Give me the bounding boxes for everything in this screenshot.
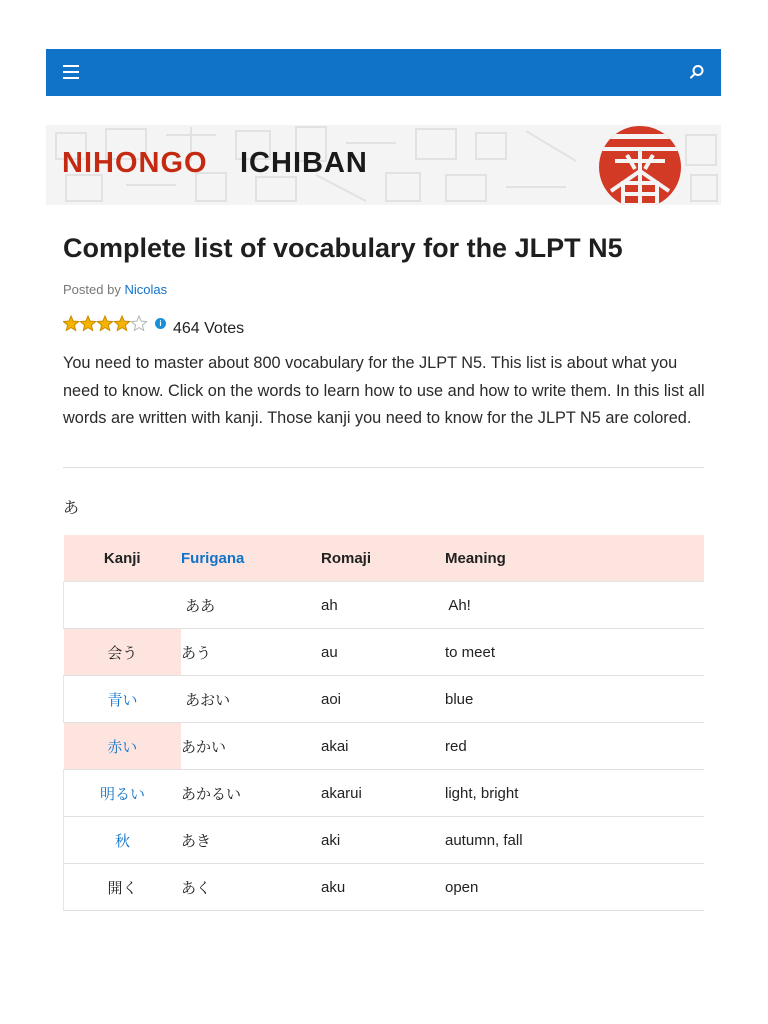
table-row[interactable]: [64, 629, 705, 676]
column-header-meaning[interactable]: Meaning: [445, 535, 704, 582]
table-row[interactable]: [64, 817, 705, 864]
author-link[interactable]: Nicolas: [124, 282, 168, 297]
section-heading: あ: [63, 500, 80, 517]
cell-kanji-link[interactable]: 秋: [64, 817, 182, 864]
column-header-kanji[interactable]: Kanji: [64, 535, 182, 582]
table-row[interactable]: [64, 770, 705, 817]
posted-by-label: Posted by: [63, 282, 121, 297]
cell-romaji: akai: [321, 723, 445, 770]
cell-kanji: 会う: [64, 629, 182, 676]
cell-furigana: あかい: [181, 723, 321, 770]
intro-paragraph: You need to master about 800 vocabulary for the JLPT N5. This list is about what you need to know. Click on the words to learn how to use and how to write them. In this list all words are written with kanji. Those kanji you need to know for the JLPT N5 are colored.: [63, 354, 705, 427]
table-row[interactable]: [64, 723, 705, 770]
cell-kanji: 開く: [64, 864, 182, 911]
table-row[interactable]: [64, 582, 705, 629]
cell-romaji: aoi: [321, 676, 445, 723]
cell-furigana: あかるい: [181, 770, 321, 817]
cell-furigana: あう: [181, 629, 321, 676]
table-header-row: [64, 535, 705, 582]
cell-meaning: blue: [445, 676, 704, 723]
cell-meaning: autumn, fall: [445, 817, 704, 864]
hamburger-menu-icon[interactable]: [63, 65, 79, 79]
byline: [63, 282, 167, 297]
cell-kanji: [64, 582, 182, 629]
cell-kanji-link[interactable]: 赤い: [64, 723, 182, 770]
info-icon[interactable]: i: [155, 318, 166, 329]
star-filled-icon[interactable]: [97, 316, 112, 330]
table-row[interactable]: [64, 864, 705, 911]
cell-kanji-link[interactable]: 明るい: [64, 770, 182, 817]
cell-meaning: Ah!: [445, 582, 704, 629]
cell-meaning: open: [445, 864, 704, 911]
cell-romaji: au: [321, 629, 445, 676]
star-filled-icon[interactable]: [114, 316, 129, 330]
top-navigation-bar: [46, 49, 721, 96]
star-filled-icon[interactable]: [63, 316, 78, 330]
column-header-romaji[interactable]: Romaji: [321, 535, 445, 582]
page-title: Complete list of vocabulary for the JLPT N5: [63, 233, 623, 263]
logo-seal-icon: [597, 125, 683, 205]
logo-text-nihongo: NIHONGO: [62, 147, 208, 179]
logo-text-ichiban: ICHIBAN: [240, 147, 368, 179]
column-header-furigana[interactable]: [181, 535, 321, 582]
column-header-furigana-label[interactable]: Furigana: [181, 549, 245, 567]
cell-romaji: akarui: [321, 770, 445, 817]
cell-romaji: aku: [321, 864, 445, 911]
star-empty-icon[interactable]: [131, 316, 146, 330]
cell-kanji-link[interactable]: 青い: [64, 676, 182, 723]
search-icon[interactable]: [689, 64, 705, 80]
star-filled-icon[interactable]: [80, 316, 95, 330]
cell-meaning: red: [445, 723, 704, 770]
site-banner[interactable]: [46, 125, 721, 205]
rating-stars[interactable]: [63, 314, 153, 334]
vote-count: 464 Votes: [173, 320, 245, 337]
cell-meaning: to meet: [445, 629, 704, 676]
cell-romaji: ah: [321, 582, 445, 629]
divider: [63, 467, 704, 468]
table-row[interactable]: [64, 676, 705, 723]
cell-furigana: あおい: [181, 676, 321, 723]
cell-furigana: あく: [181, 864, 321, 911]
cell-furigana: あき: [181, 817, 321, 864]
cell-romaji: aki: [321, 817, 445, 864]
vocabulary-table: [63, 535, 704, 911]
cell-meaning: light, bright: [445, 770, 704, 817]
cell-furigana: ああ: [181, 582, 321, 629]
